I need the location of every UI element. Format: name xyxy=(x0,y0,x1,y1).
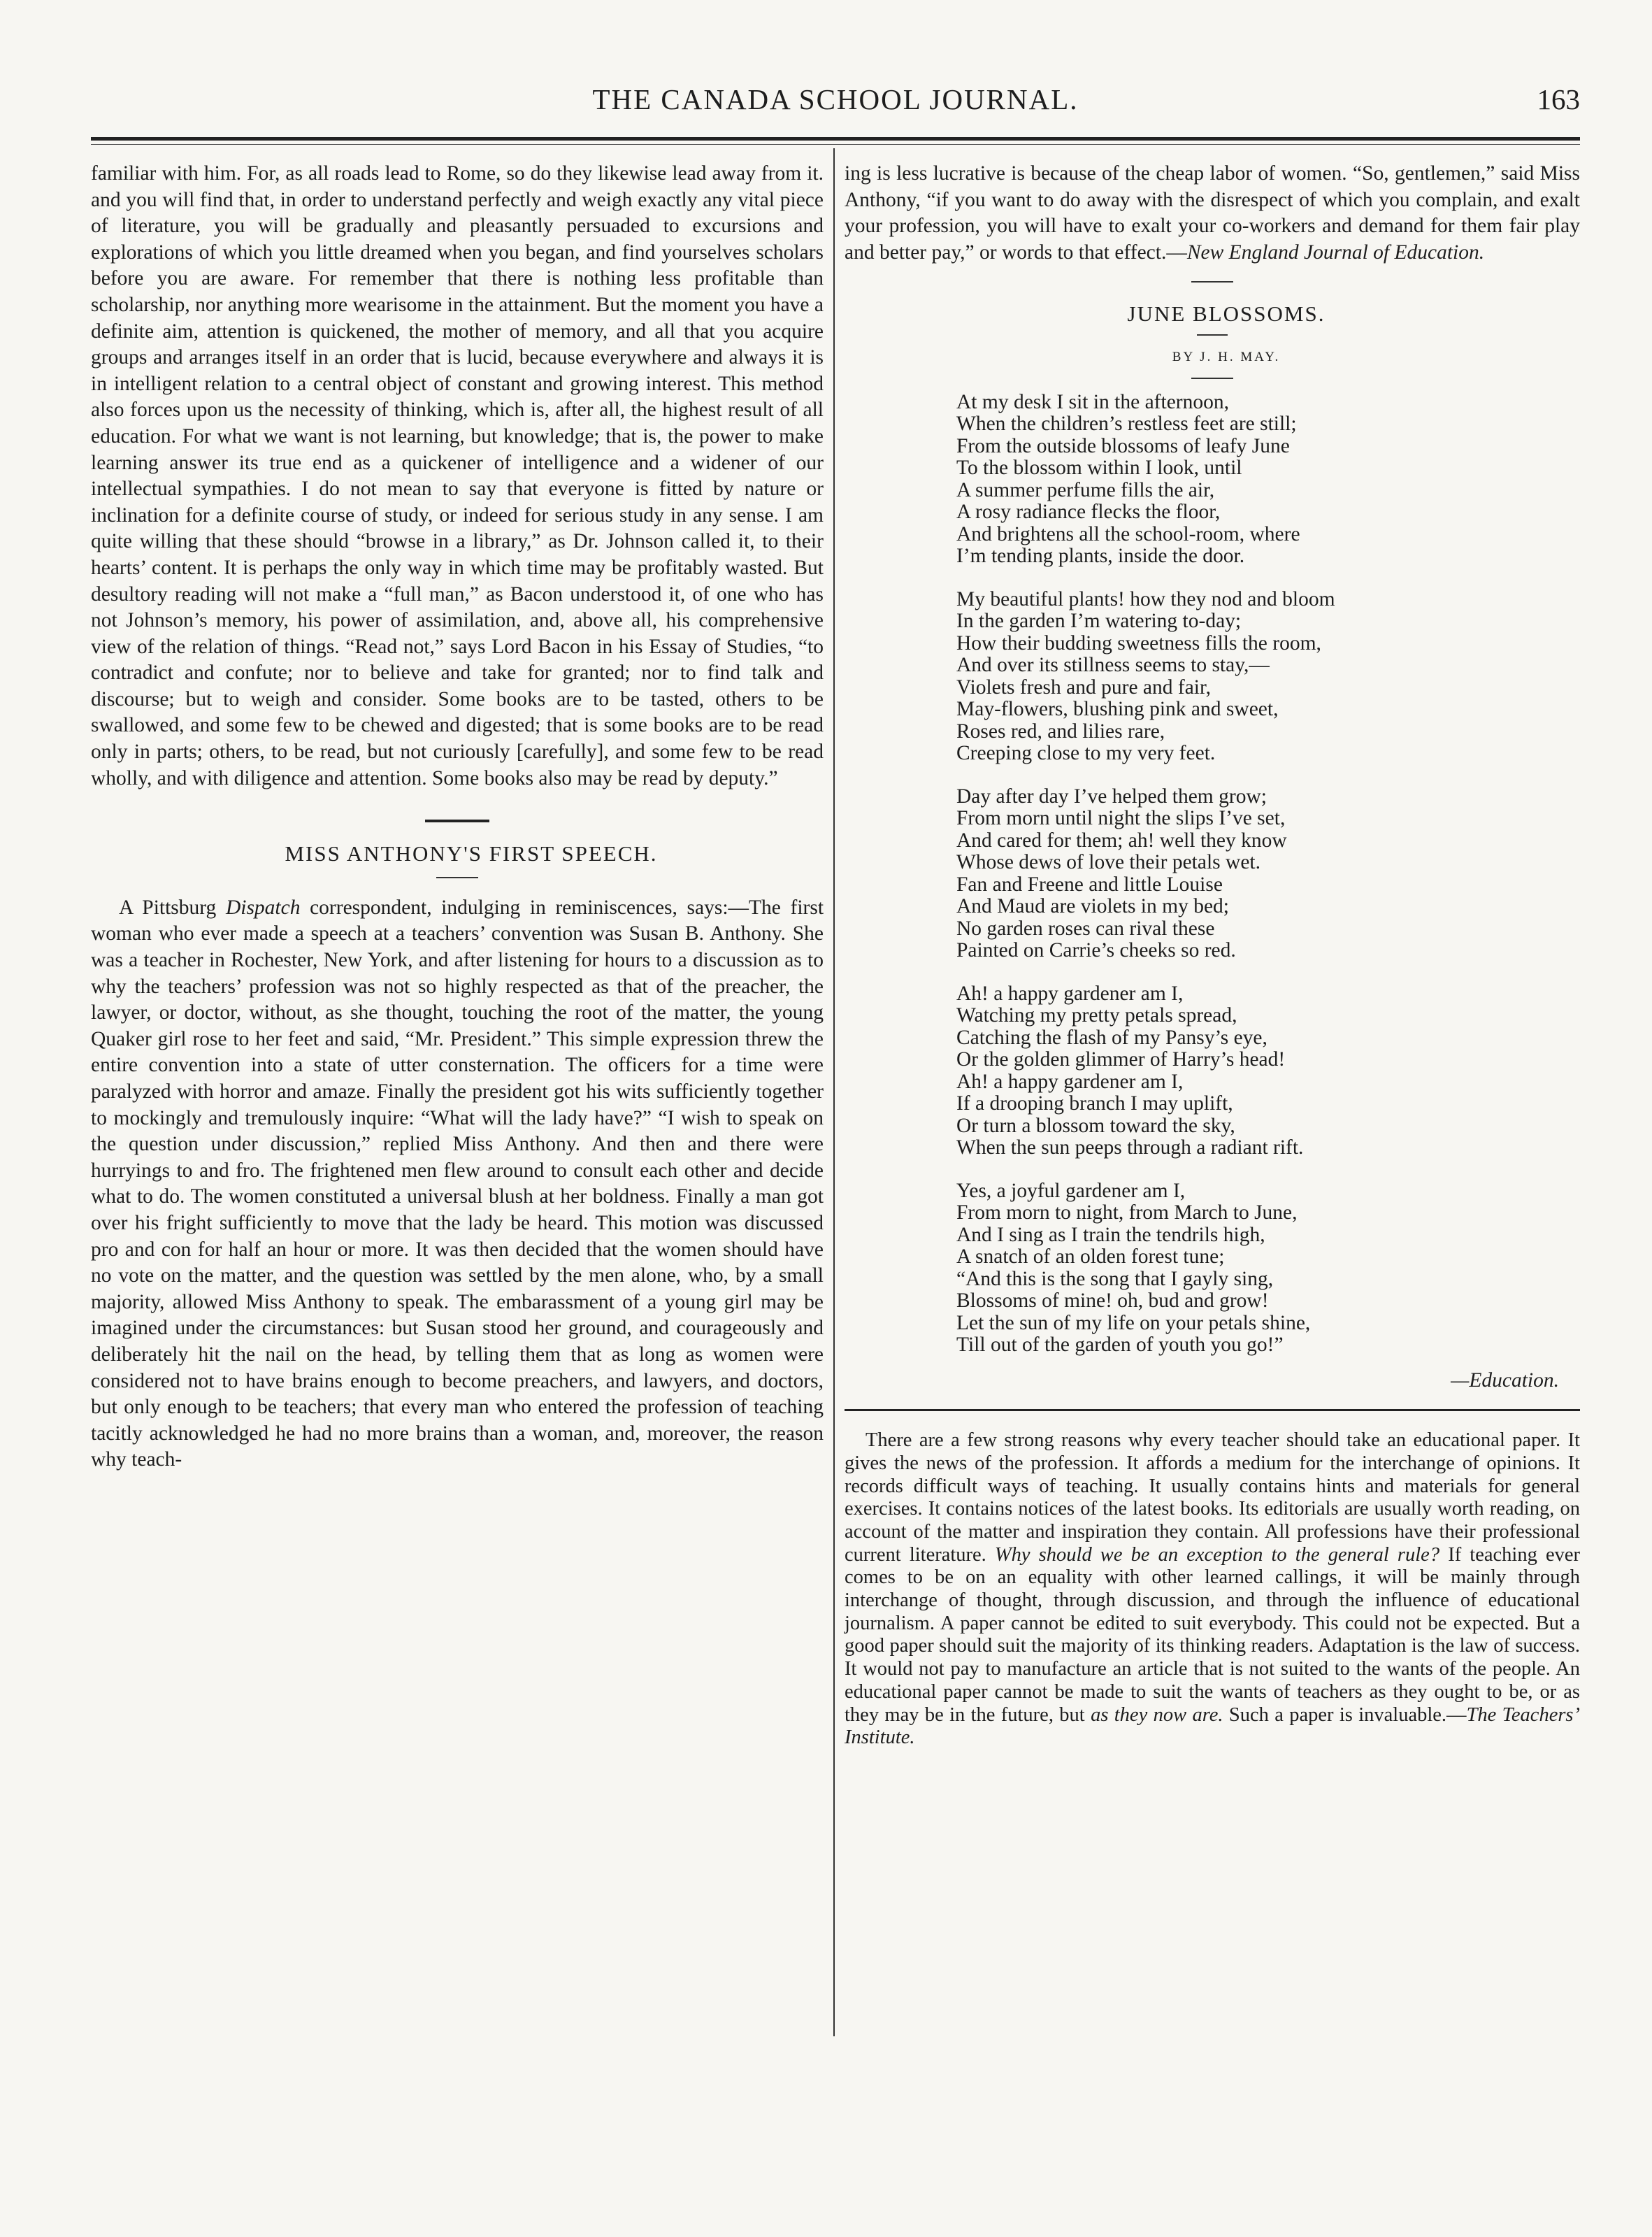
poem-line: No garden roses can rival these xyxy=(956,917,1215,940)
poem-line: Watching my pretty petals spread, xyxy=(956,1004,1237,1027)
poem-title: JUNE BLOSSOMS. xyxy=(1127,301,1326,327)
page-header xyxy=(91,83,1580,124)
closing-text: There are a few strong reasons why every teacher should take an educational paper. It gives the news of the profession. It affords a medium for the interchange of opinions. It records difficult ways of teaching. It usually contains hints and materials for general exercises. It contains notices of the latest books. Its editorials are usually worth reading, on account of the matter and inspiration they contain. All professions have their professional current literature. xyxy=(845,1429,1580,1566)
continued-paragraph-right xyxy=(845,161,1580,266)
poem-line: How their budding sweetness fills the room, xyxy=(956,631,1321,655)
poem-line: And brightens all the school-room, where xyxy=(956,522,1300,545)
poem-line: Let the sun of my life on your petals shine, xyxy=(956,1311,1311,1334)
poem-line: Yes, a joyful gardener am I, xyxy=(956,1179,1186,1202)
poem-line: A snatch of an olden forest tune; xyxy=(956,1245,1225,1268)
poem-line: And cared for them; ah! well they know xyxy=(956,829,1287,852)
continued-paragraph: familiar with him. For, as all roads lead to Rome, so do they likewise lead away from it. and you will find that, in order to understand perfectly and weigh exactly any vital piece of literature, you will be gradually and pleasantly persuaded to excursions and explorations of which you little dreamed when you began, and find yourselves scholars before you are aware. For remember that there is nothing less profitable than scholarship, nor anything more wearisome in the attainment. But the moment you have a definite aim, attention is quickened, the mother of memory, and all that you acquire groups and arranges itself in an order that is lucid, because everywhere and always it is in intelligent relation to a central object of constant and growing interest. This method also forces upon us the necessity of thinking, which is, after all, the highest result of all education. For what we want is not learning, but knowledge; that is, the power to make learning answer its true end as a quickener of intelligence and a widener of our intellectual sympathies. I do not mean to say that everyone is fitted by nature or inclination for a definite course of study, or indeed for serious study in any sense. I am quite willing that these should “browse in a library,” as Dr. Johnson called it, to their hearts’ content. It is perhaps the only way in which time may be profitably wasted. But desultory reading will not make a “full man,” as Bacon understood it, of one who has not Johnson’s memory, his power of assimilation, and, above all, his comprehensive view of the relation of things. “Read not,” says Lord Bacon in his Essay of Studies, “to contradict and confute; nor to believe and take for granted; nor to find talk and discourse; but to weigh and consider. Some books are to be tasted, others to be swallowed, and some few to be chewed and digested; that is some books are to be read only in parts; others, to be read, but not curiously [carefully], and some few to be read wholly, and with diligence and attention. Some books also may be read by deputy.” xyxy=(91,162,824,789)
closing-paragraph xyxy=(845,1429,1580,1750)
poem-line: When the sun peeps through a radiant rift. xyxy=(956,1136,1304,1159)
poem-line: Painted on Carrie’s cheeks so red. xyxy=(956,939,1236,962)
poem-line: Till out of the garden of youth you go!” xyxy=(956,1334,1284,1357)
header-rule-thin xyxy=(91,144,1580,145)
poem-line: My beautiful plants! how they nod and bloom xyxy=(956,587,1335,610)
poem-line: Violets fresh and pure and fair, xyxy=(956,676,1212,699)
closing-question: Why should we be an exception to the general rule? xyxy=(994,1543,1440,1566)
poem-line: Fan and Freene and little Louise xyxy=(956,873,1223,896)
poem-line: When the children’s restless feet are still; xyxy=(956,413,1297,436)
poem-stanza xyxy=(956,786,1580,962)
poem-line: At my desk I sit in the afternoon, xyxy=(956,390,1229,413)
header-rule xyxy=(91,137,1580,141)
right-column xyxy=(845,161,1580,1750)
poem-line: And Maud are violets in my bed; xyxy=(956,895,1229,918)
poem-stanza xyxy=(956,983,1580,1159)
poem-byline: BY J. H. MAY. xyxy=(1172,349,1281,364)
article-body xyxy=(91,895,824,1473)
article-text: correspondent, indulging in reminiscences, says:—The first woman who ever made a speech at a teachers’ convention was Susan B. Anthony. She was a teacher in Rochester, New York, and after listening for hours to a discussion as to why the teachers’ profession was not so highly respected as that of the preacher, the lawyer, or doctor, without, as she thought, touching the root of the matter, the young Quaker girl rose to her feet and said, “Mr. President.” This simple expression threw the entire convention into a state of utter consternation. The officers for a time were paralyzed with horror and amaze. Finally the president got his wits sufficiently together to mockingly and tremulously inquire: “What will the lady have?” “I wish to speak on the question under discussion,” replied Miss Anthony. And then and there were hurryings to and fro. The frightened men flew around to consult each other and decide what to do. The women constituted a universal blush at her boldness. Finally a man got over his fright sufficiently to move that the lady be heard. This motion was discussed pro and con for half an hour or more. It was then decided that the women should have no vote on the matter, and the question was settled by the men alone, who, by a small majority, allowed Miss Anthony to speak. The embarassment of a young girl may be imagined under the circumstances: but Susan stood her ground, and courageously and deliberately hit the nail on the head, by telling them that as long as women were considered not to have brains enough to become preachers, and lawyers, and doctors, but only enough to be teachers; that every man who entered the profession of teaching tacitly acknowledged he had no more brains than a woman, and, moreover, the reason why teach- xyxy=(91,896,824,1471)
poem-line: And over its stillness seems to stay,— xyxy=(956,654,1270,677)
poem-stanza xyxy=(956,392,1580,568)
poem-line: Or turn a blossom toward the sky, xyxy=(956,1114,1235,1137)
section-rule xyxy=(845,1409,1580,1411)
poem-line: Day after day I’ve helped them grow; xyxy=(956,785,1267,808)
poem-line: Catching the flash of my Pansy’s eye, xyxy=(956,1026,1267,1049)
poem xyxy=(956,392,1580,1357)
poem-stanza xyxy=(956,1180,1580,1357)
closing-italic: as they now are. xyxy=(1091,1703,1223,1726)
poem-line: Creeping close to my very feet. xyxy=(956,742,1216,765)
poem-line: I’m tending plants, inside the door. xyxy=(956,545,1245,568)
poem-line: If a drooping branch I may uplift, xyxy=(956,1092,1233,1115)
continued-source: New England Journal of Education. xyxy=(1186,241,1485,264)
closing-article xyxy=(845,1429,1580,1750)
poem-line: “And this is the song that I gayly sing, xyxy=(956,1267,1274,1290)
poem-line: A summer perfume fills the air, xyxy=(956,478,1215,501)
poem-line: To the blossom within I look, until xyxy=(956,457,1242,480)
poem-line: From the outside blossoms of leafy June xyxy=(956,434,1290,457)
poem-line: Whose dews of love their petals wet. xyxy=(956,851,1260,874)
closing-text-2: If teaching ever comes to be on an equality with other learned callings, it will be mainly through interchange of thought, through discussion, and through the influence of educational journalism. A paper cannot be edited to suit everybody. This could not be expected. But a good paper should suit the majority of its thinking readers. Adaptation is the law of success. It would not pay to manufacture an article that is not suited to the wants of the people. An educational paper cannot be made to suit the wants of teachers as they ought to be, or as they may be in the future, but xyxy=(845,1543,1580,1726)
poem-line: Blossoms of mine! oh, bud and grow! xyxy=(956,1289,1269,1313)
poem-attribution: —Education. xyxy=(1451,1368,1559,1392)
poem-line: A rosy radiance flecks the floor, xyxy=(956,501,1221,524)
article-source: Dispatch xyxy=(225,896,301,919)
left-column xyxy=(91,161,824,1473)
journal-title: THE CANADA SCHOOL JOURNAL. xyxy=(592,83,1079,115)
page-number: 163 xyxy=(1537,83,1580,115)
poem-line: And I sing as I train the tendrils high, xyxy=(956,1223,1265,1246)
poem-line: In the garden I’m watering to-day; xyxy=(956,610,1242,633)
article-intro: A Pittsburg xyxy=(119,896,217,919)
continued-text: ing is less lucrative is because of the cheap labor of women. “So, gentlemen,” said Miss Anthony, “if you want to do away with the disrespect of which you complain, and exalt your profession, you will have to exalt your co-workers and demand for them fair play and better pay,” or words to that effect.— xyxy=(845,162,1580,264)
article-title: MISS ANTHONY'S FIRST SPEECH. xyxy=(285,841,658,866)
poem-line: Ah! a happy gardener am I, xyxy=(956,1070,1184,1093)
poem-line: Ah! a happy gardener am I, xyxy=(956,982,1184,1005)
poem-line: Roses red, and lilies rare, xyxy=(956,720,1165,743)
poem-line: From morn until night the slips I’ve set, xyxy=(956,807,1286,830)
column-divider xyxy=(833,148,835,2036)
poem-line: From morn to night, from March to June, xyxy=(956,1201,1298,1224)
poem-stanza xyxy=(956,589,1580,765)
poem-line: May-flowers, blushing pink and sweet, xyxy=(956,698,1279,721)
poem-line: Or the golden glimmer of Harry’s head! xyxy=(956,1048,1286,1071)
closing-source: The Teachers’ Institute. xyxy=(845,1703,1581,1749)
closing-end: Such a paper is invaluable.— xyxy=(1228,1703,1467,1726)
